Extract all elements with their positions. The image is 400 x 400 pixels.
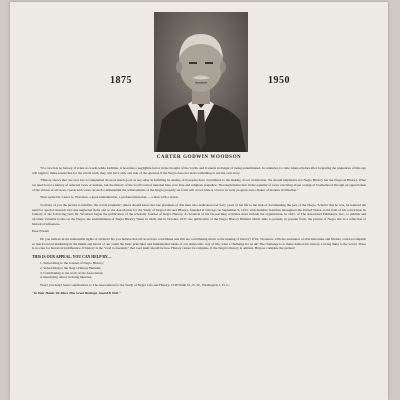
start-year: 1875 xyxy=(110,75,132,86)
quote-paragraph-1: "If a race has no history, if it has no worth-while tradition, it becomes a negligible factor in the thought of the world, and it stands in danger of being exterminated. In centuries to come when scholars after forgetting the prejudices of this age will begin to make researches for the whole truth, they will have only one side of the question if the Negro does not leave something to tell his own story. xyxy=(32,166,366,175)
end-year: 1950 xyxy=(268,75,290,86)
quote-paragraph-2: "History shows that one race has accomplished about as much good as any other in fulfilling its destiny. All peoples have contributed to the making of our civilization. We should emphasize not Negro History but the Negro in History. What we need is not a history of selected races or nations, but the history of the world void of national bias, race hate and religious prejudice. Thorough instruction in the equality of races can bring about a reign of brotherhood through an appreciation of the virtues of all races, creeds and colors. In such a millennium the achievements of the Negro properly set forth will crown him as a factor in early progress and a maker of modern civilization." xyxy=(32,178,366,192)
letter-paragraph: Do you believe in the inalienable rights of all men? Do you believe that all races have contributed and still are contributing much to the making of history? If Dr. Woodson, with the assistance of able historians and friends, could accomplish so much toward instituting in the minds and hearts of our youth the basic principles and fundamental ideals of our democratic way of life, what a challenge for us all! The challenge is to make democratic history a living thing to the world. There is no cure for historical indifference. If history is the "road to freedom," that road itself should be free. History cannot be complete, if the Negro's history is omitted. Help us complete the picture! xyxy=(32,237,366,251)
contribution-text: Won't you help? Send contributions to The Association for the Study of Negro Life and History, 1538 Ninth St., N. W., Washington 1, D. C. xyxy=(40,282,230,287)
salutation: Dear Friend: xyxy=(32,229,50,234)
intro-paragraph: Thus spoke Dr. Carter G. Woodson, a great humanitarian, a profound historian — a man with a vision. xyxy=(40,195,179,200)
document-body xyxy=(32,166,366,298)
portrait-caption: CARTER GODWIN WOODSON xyxy=(156,155,242,160)
portrait-illustration xyxy=(154,12,248,152)
appeal-list xyxy=(40,261,366,279)
appeal-heading: THIS IS OUR APPEAL. YOU CAN HELP BY— xyxy=(32,254,112,259)
appeal-item: 1. Subscribing to the Journal of Negro History; xyxy=(40,261,104,266)
closing-line: "In Your Hands We Place This Great Heritage. Guard It Well." xyxy=(32,290,121,295)
appeal-item: 3. Contributing to the work of the Association; xyxy=(40,270,104,275)
portrait-photo xyxy=(154,12,248,152)
appeal-item: 2. Subscribing to the Negro History Bulletin; xyxy=(40,266,102,271)
appeal-item: 4. Interesting others in doing likewise. xyxy=(40,275,93,280)
biography-paragraph: To many of you the picture is familiar, the words prophetic; others should know the true greatness of this man who dedicated over forty years of his life to the task of documenting the past of the Negro. Scholar that he was, he realized the need for special research into this neglected field, and so the Association for the Study of Negro Life and History, founded at Chicago on September 9, 1915, with member branches throughout the United States, is the fruit of his conviction. In January of the following year, Dr. Woodson began the publication of the scholarly Journal of Negro History. A chronicle of his far-reaching activities must include the organization, in 1921, of The Associated Publishers, Inc., to publish and circulate valuable books on the Negro; the establishment of Negro History Week in 1926; and in October, 1937, the publication of the Negro History Bulletin which aims to present, in popular form, the picture of Negro life as a reflection of historical influences. xyxy=(32,203,366,226)
document-page xyxy=(10,2,388,400)
